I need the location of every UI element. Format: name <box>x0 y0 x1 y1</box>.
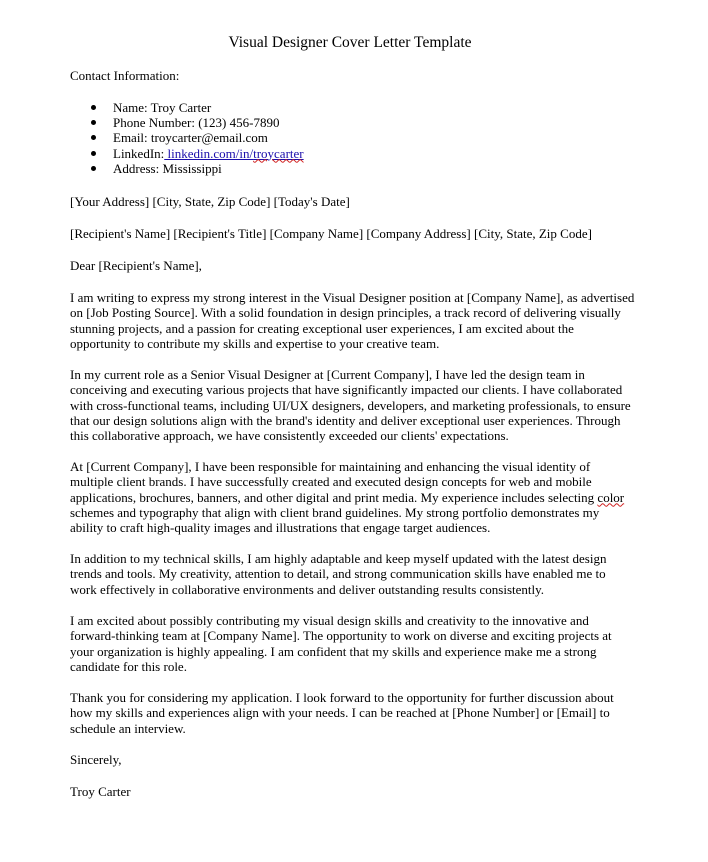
contact-name-label: Name: <box>113 100 148 115</box>
document-title: Visual Designer Cover Letter Template <box>228 34 472 51</box>
contact-heading: Contact Information: <box>70 68 180 83</box>
contact-phone: (123) 456-7890 <box>198 115 280 131</box>
body-paragraph-3-start: At [Current Company], I have been responsible for maintaining and enhancing the visual identity of multiple client brands. I have successfully created and executed design concepts for web and mobile applications, brochures, banners, and other digital and print media. My experience includes selecting <box>70 459 598 505</box>
closing: Sincerely, <box>70 752 122 767</box>
bullet-icon <box>91 120 96 125</box>
bullet-icon <box>91 151 96 156</box>
contact-item-linkedin <box>70 146 304 161</box>
salutation: Dear [Recipient's Name], <box>70 258 202 273</box>
body-paragraph-2: In my current role as a Senior Visual Designer at [Current Company], I have led the design team in conceiving and executing various projects that have significantly impacted our clients. I have collaborated with cross-functional teams, including UI/UX designers, developers, and marketing professionals, to ensure that our design solutions align with the brand's identity and deliver exceptional user experiences. Through this collaborative approach, we have consistently exceeded our clients' expectations. <box>70 367 631 444</box>
contact-address: Mississippi <box>162 160 222 176</box>
sender-info-line: [Your Address] [City, State, Zip Code] [Today's Date] <box>70 194 350 209</box>
body-paragraph-5: I am excited about possibly contributing my visual design skills and creativity to the innovative and forward-thinking team at [Company Name]. The opportunity to work on diverse and exciting projects at your organization is highly appealing. I am confident that my skills and experience make me a strong candidate for this role. <box>70 613 612 674</box>
bullet-icon <box>91 135 96 140</box>
contact-linkedin-label: LinkedIn: <box>113 145 165 161</box>
contact-address-label: Address: <box>113 160 160 176</box>
contact-item-email <box>70 130 304 145</box>
contact-name: Troy Carter <box>150 100 212 115</box>
bullet-icon <box>91 166 96 171</box>
bullet-icon <box>91 105 96 110</box>
linkedin-link[interactable] <box>164 146 303 161</box>
contact-list <box>70 100 304 176</box>
body-paragraph-3 <box>70 459 635 535</box>
contact-phone-label: Phone Number: <box>113 115 195 131</box>
body-paragraph-3-end: schemes and typography that align with client brand guidelines. My strong portfolio demonstrates my ability to craft high-quality images and illustrations that engage target audiences. <box>70 504 600 536</box>
contact-item-phone <box>70 115 304 130</box>
signature: Troy Carter <box>70 784 131 799</box>
contact-email: troycarter@email.com <box>150 130 268 146</box>
recipient-info-line: [Recipient's Name] [Recipient's Title] [Company Name] [Company Address] [City, State, Zip Code] <box>70 226 592 241</box>
contact-item-name <box>70 100 304 115</box>
contact-item-address <box>70 161 304 176</box>
spelling-flag-word: color <box>597 489 625 505</box>
body-paragraph-6: Thank you for considering my application. I look forward to the opportunity for further discussion about how my skills and experiences align with your needs. I can be reached at [Phone Number] or [Email] to schedule an interview. <box>70 690 614 736</box>
body-paragraph-1: I am writing to express my strong interest in the Visual Designer position at [Company Name], as advertised on [Job Posting Source]. With a solid foundation in design principles, a track record of delivering visually stunning projects, and a passion for creating exceptional user experiences, I am excited about the opportunity to contribute my skills and expertise to your creative team. <box>70 290 635 351</box>
contact-email-label: Email: <box>113 130 148 146</box>
linkedin-link-handle: troycarter <box>253 145 304 161</box>
linkedin-link-prefix: linkedin.com/in/ <box>164 145 254 161</box>
body-paragraph-4: In addition to my technical skills, I am highly adaptable and keep myself updated with the latest design trends and tools. My creativity, attention to detail, and strong communication skills have enabled me to work effectively in collaborative environments and deliver outstanding results consistently. <box>70 551 607 597</box>
